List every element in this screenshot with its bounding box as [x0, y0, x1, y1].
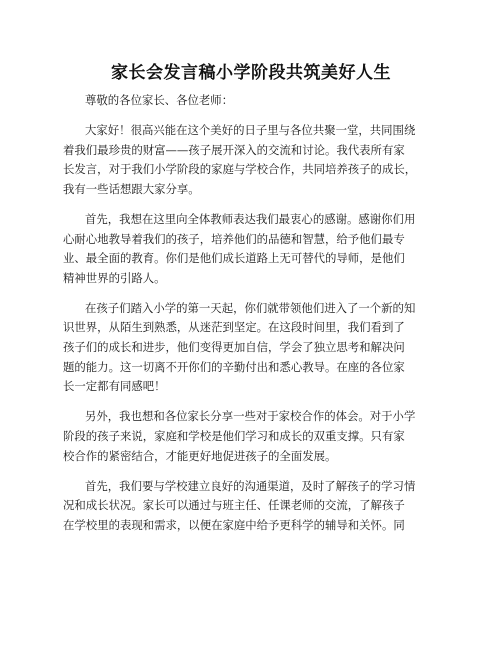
- paragraph-thanks: [63, 210, 443, 288]
- paragraph-line: 大家好！很高兴能在这个美好的日子里与各位共聚一堂，共同围绕: [85, 123, 416, 138]
- paragraph-line: 精神世界的引路人。: [63, 270, 166, 285]
- document-title: 家长会发言稿小学阶段共筑美好人生: [111, 63, 391, 83]
- paragraph-line: 着我们最珍贵的财富——孩子展开深入的交流和讨论。我代表所有家: [63, 142, 405, 157]
- paragraph-line: 业、最全面的教育。你们是他们成长道路上无可替代的导师，是他们: [63, 251, 405, 266]
- paragraph-line: 另外，我也想和各位家长分享一些对于家校合作的体会。对于小学: [85, 409, 416, 424]
- paragraph-growth: [63, 299, 443, 397]
- document-body: [63, 91, 443, 535]
- paragraph-communication: [63, 477, 443, 536]
- paragraph-line: 况和成长状况。家长可以通过与班主任、任课老师的交流，了解孩子: [63, 498, 405, 513]
- paragraph-line: 题的能力。这一切离不开你们的辛勤付出和悉心教导。在座的各位家: [63, 359, 405, 374]
- paragraph-line: 首先，我想在这里向全体教师表达我们最衷心的感谢。感谢你们用: [85, 211, 416, 226]
- paragraph-line: 长发言，对于我们小学阶段的家庭与学校合作，共同培养孩子的成长，: [63, 162, 417, 177]
- salutation: 尊敬的各位家长、各位老师：: [85, 93, 234, 107]
- paragraph-gap: [63, 466, 443, 477]
- paragraph-line: 我有一些话想跟大家分享。: [63, 181, 200, 196]
- paragraph-line: 阶段的孩子来说，家庭和学校是他们学习和成长的双重支撑。只有家: [63, 428, 405, 443]
- paragraph-line: 心耐心地教导着我们的孩子，培养他们的品德和智慧，给予他们最专: [63, 231, 405, 246]
- paragraph-line: 在学校里的表现和需求，以便在家庭中给予更科学的辅导和关怀。同: [63, 517, 405, 532]
- paragraph-gap: [63, 199, 443, 210]
- paragraph-line: 校合作的紧密结合，才能更好地促进孩子的全面发展。: [63, 448, 337, 463]
- paragraph-cooperation: [63, 407, 443, 466]
- paragraph-line: 首先，我们要与学校建立良好的沟通渠道，及时了解孩子的学习情: [85, 478, 416, 493]
- paragraph-line: 孩子们的成长和进步，他们变得更加自信，学会了独立思考和解决问: [63, 340, 405, 355]
- paragraph-greeting: [63, 121, 443, 199]
- paragraph-line: 长一定都有同感吧！: [63, 379, 166, 394]
- paragraph-gap: [63, 288, 443, 299]
- paragraph-line: 识世界，从陌生到熟悉，从迷茫到坚定。在这段时间里，我们看到了: [63, 320, 405, 335]
- paragraph-line: 在孩子们踏入小学的第一天起，你们就带领他们进入了一个新的知: [85, 300, 416, 315]
- paragraph-gap: [63, 111, 443, 122]
- paragraph-gap: [63, 397, 443, 408]
